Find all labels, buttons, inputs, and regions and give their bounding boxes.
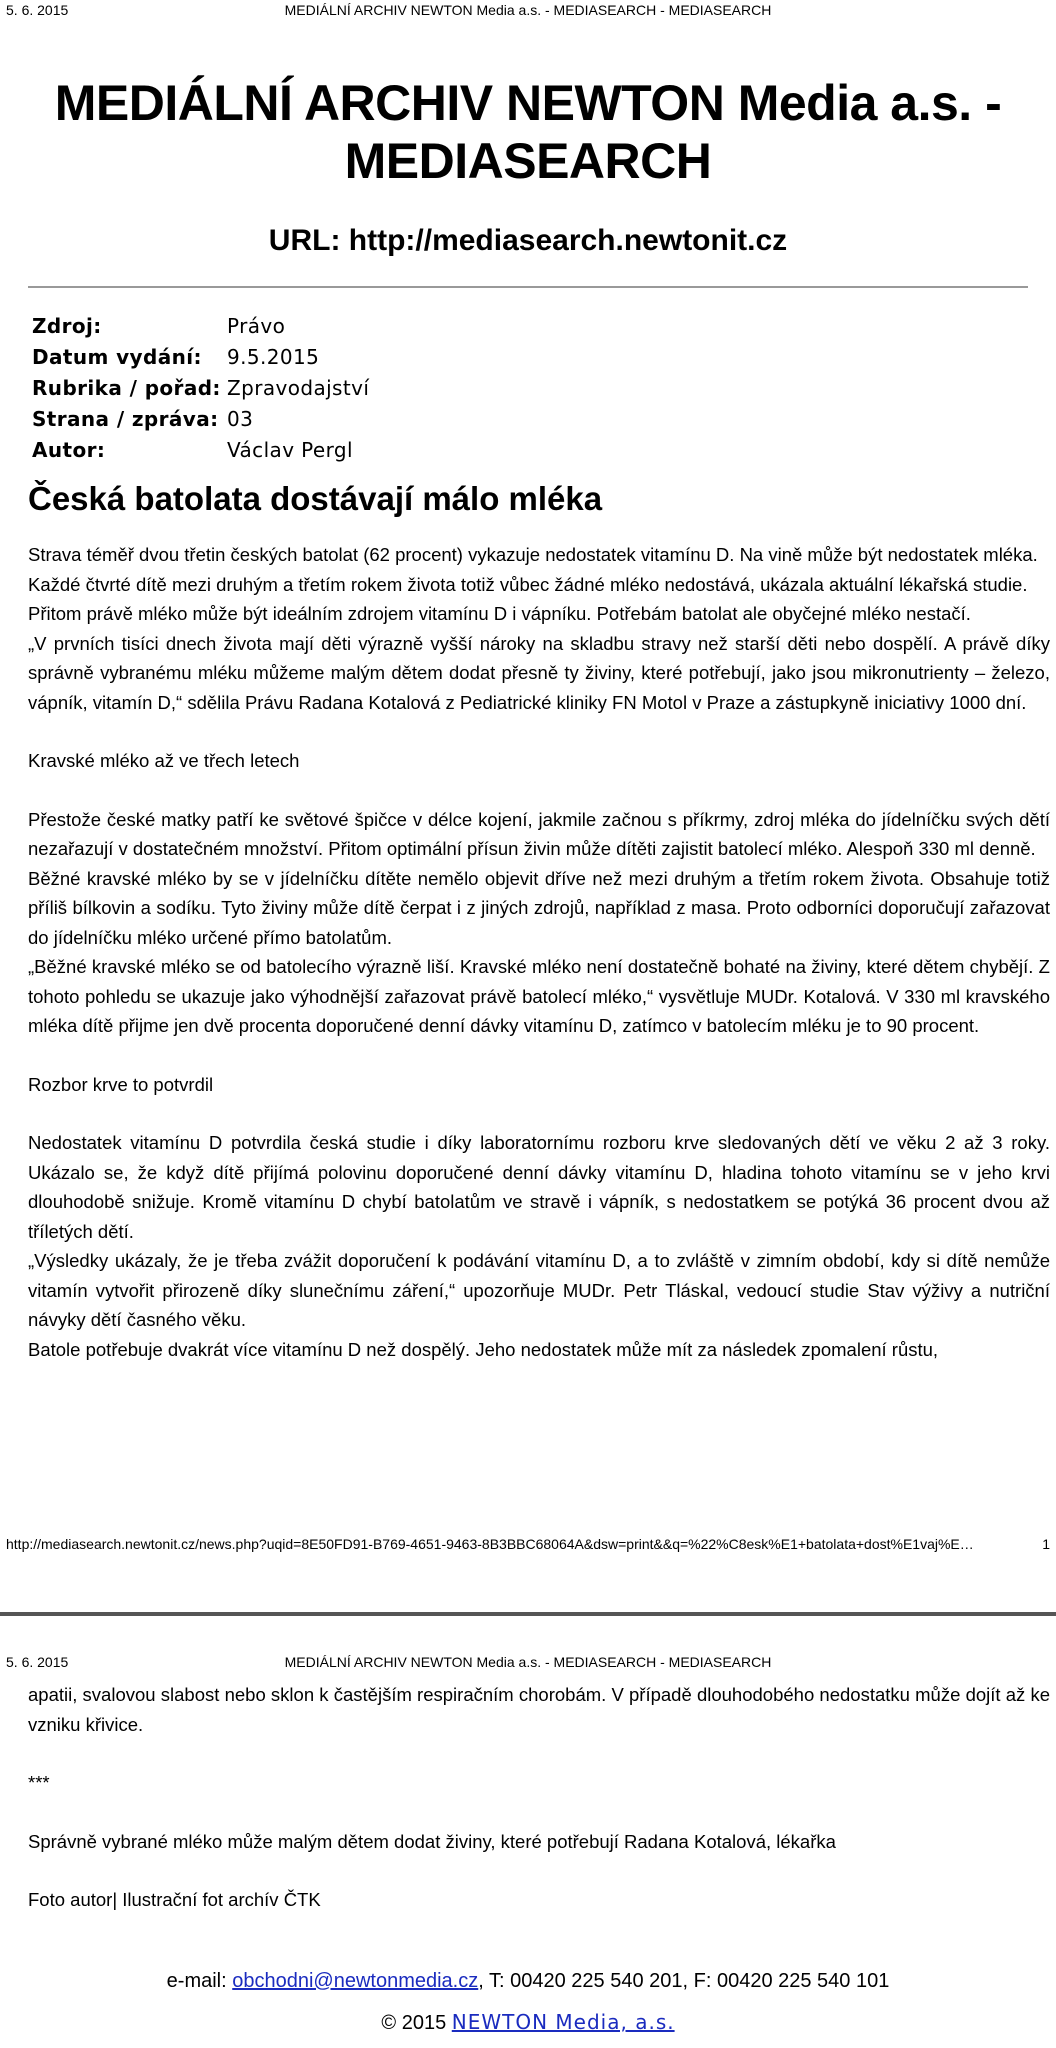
company-link[interactable]: NEWTON Media, a.s. bbox=[451, 2010, 675, 2034]
paragraph: Přitom právě mléko může být ideálním zdrojem vitamínu D i vápníku. Potřebám batolat ale obyčejné mléko nestačí. bbox=[28, 603, 971, 624]
paragraph: Běžné kravské mléko by se v jídelníčku dítěte nemělo objevit dříve než mezi druhým a třetím rokem života. Obsahuje totiž příliš bílkovin a sodíku. Tyto živiny může dítě čerpat i z jiných zdrojů, například z masa. Proto odborníci doporučují zařazovat do jídelníčku mléko určené přímo batolatům. bbox=[28, 867, 1050, 948]
page-number: 1 bbox=[1042, 1536, 1050, 1552]
print-header-title: MEDIÁLNÍ ARCHIV NEWTON Media a.s. - MEDIASEARCH - MEDIASEARCH bbox=[284, 1654, 772, 1670]
page-title-line-1: MEDIÁLNÍ ARCHIV NEWTON Media a.s. - bbox=[54, 75, 1002, 131]
copyright-symbol: © bbox=[381, 2012, 397, 2034]
paragraph: Přestože české matky patří ke světové špičce v délce kojení, jakmile začnou s příkrmy, zdroj mléka do jídelníčku svých dětí nezařazují v dostatečném množství. Přitom optimální přísun živin může dítěti zajistit batolecí mléko. Alespoň 330 ml denně. bbox=[28, 808, 1050, 859]
meta-value: Zpravodajství bbox=[227, 375, 370, 400]
paragraph: „V prvních tisíci dnech života mají děti výrazně vyšší nároky na skladbu stravy než starší děti nebo dospělí. A právě díky správně vybranému mléku můžeme malým dětem dodat přesně ty živiny, které potřebují, jako jsou mikronutrienty – železo, vápník, vitamín D,“ sdělila Právu Radana Kotalová z Pediatrické kliniky FN Motol v Praze a zástupkyně iniciativy 1000 dní. bbox=[28, 632, 1050, 713]
article-body-continued bbox=[28, 1680, 1050, 1915]
article-body bbox=[28, 540, 1050, 1364]
paragraph: Strava téměř dvou třetin českých batolat (62 procent) vykazuje nedostatek vitamínu D. Na vině může být nedostatek mléka. bbox=[28, 544, 1038, 565]
paragraph: apatii, svalovou slabost nebo sklon k častějším respiračním chorobám. V případě dlouhodobého nedostatku může dojít až ke vzniku křivice. bbox=[28, 1684, 1050, 1735]
meta-label: Zdroj: bbox=[32, 313, 102, 338]
meta-value: 9.5.2015 bbox=[227, 344, 320, 369]
email-link[interactable]: obchodni@newtonmedia.cz bbox=[232, 1970, 479, 1992]
paragraph: „Běžné kravské mléko se od batolecího výrazně liší. Kravské mléko není dostatečně bohaté na živiny, které dětem chybějí. Z tohoto pohledu se ukazuje jako výhodnější zařazovat právě batolecí mléko,“ vysvětluje MUDr. Kotalová. V 330 ml kravského mléka dítě přijme jen dvě procenta doporučené denní dávky vitamínu D, zatímco v batolecím mléku je to 90 procent. bbox=[28, 956, 1050, 1036]
source-url: URL: http://mediasearch.newtonit.cz bbox=[268, 224, 788, 257]
print-header bbox=[6, 1654, 1050, 1672]
footer-url: http://mediasearch.newtonit.cz/news.php?uqid=8E50FD91-B769-4651-9463-8B3BBC68064A&dsw=print&&q=%22%C8esk%E1+batolata+dost%E1vaj%E… bbox=[6, 1536, 974, 1552]
print-header-title: MEDIÁLNÍ ARCHIV NEWTON Media a.s. - MEDIASEARCH - MEDIASEARCH bbox=[284, 2, 772, 18]
copyright-line bbox=[0, 2010, 1056, 2035]
article-title: Česká batolata dostávají málo mléka bbox=[28, 480, 603, 517]
photo-credit: Foto autor| Ilustrační fot archív ČTK bbox=[28, 1889, 321, 1910]
paragraph: Batole potřebuje dvakrát více vitamínu D než dospělý. Jeho nedostatek může mít za následek zpomalení růstu, bbox=[28, 1338, 939, 1360]
contact-prefix: e-mail: bbox=[166, 1970, 233, 1992]
meta-row-date bbox=[32, 341, 369, 372]
meta-row-page bbox=[32, 403, 369, 434]
copyright-year: 2015 bbox=[401, 2012, 447, 2034]
header-divider bbox=[28, 286, 1028, 288]
meta-row-source bbox=[32, 310, 369, 341]
page-title-line-2: MEDIASEARCH bbox=[344, 133, 712, 189]
contact-phone-fax: , T: 00420 225 540 201, F: 00420 225 540 101 bbox=[478, 1970, 890, 1992]
meta-value: 03 bbox=[227, 406, 254, 431]
photo-caption: Správně vybrané mléko může malým dětem dodat živiny, které potřebují Radana Kotalová, lékařka bbox=[28, 1830, 836, 1852]
meta-label: Datum vydání: bbox=[32, 344, 202, 369]
separator-text: *** bbox=[28, 1772, 50, 1793]
meta-value: Právo bbox=[227, 313, 286, 338]
print-date: 5. 6. 2015 bbox=[6, 1654, 69, 1670]
meta-row-author bbox=[32, 434, 369, 465]
meta-row-section bbox=[32, 372, 369, 403]
meta-label: Autor: bbox=[32, 437, 106, 462]
meta-value: Václav Pergl bbox=[227, 437, 353, 462]
paragraph: „Výsledky ukázaly, že je třeba zvážit doporučení k podávání vitamínu D, a to zvláště v zimním období, kdy si dítě nemůže vitamín vytvořit přirozeně díky slunečnímu záření,“ upozorňuje MUDr. Petr Tláskal, vedoucí studie Stav výživy a nutriční návyky dětí časného věku. bbox=[28, 1250, 1050, 1330]
meta-label: Strana / zpráva: bbox=[32, 406, 219, 431]
section-heading: Kravské mléko až ve třech letech bbox=[28, 750, 300, 771]
print-date: 5. 6. 2015 bbox=[6, 2, 69, 18]
paragraph: Každé čtvrté dítě mezi druhým a třetím rokem života totiž vůbec žádné mléko nedostává, ukázala aktuální lékařská studie. bbox=[28, 573, 1028, 595]
print-header bbox=[6, 2, 1050, 20]
contact-line bbox=[0, 1970, 1056, 1993]
paragraph: Nedostatek vitamínu D potvrdila česká studie i díky laboratornímu rozboru krve sledovaných dětí ve věku 2 až 3 roky. Ukázalo se, že když dítě přijímá polovinu doporučené denní dávky vitamínu D, hladina tohoto vitamínu se v jeho krvi dlouhodobě snižuje. Kromě vitamínu D chybí batolatům ve stravě i vápník, s nedostatkem se potýká 36 procent dvou až tříletých dětí. bbox=[28, 1132, 1050, 1242]
section-heading: Rozbor krve to potvrdil bbox=[28, 1073, 214, 1095]
page-title bbox=[0, 74, 1056, 190]
metadata-table bbox=[32, 310, 369, 465]
meta-label: Rubrika / pořad: bbox=[32, 375, 221, 400]
